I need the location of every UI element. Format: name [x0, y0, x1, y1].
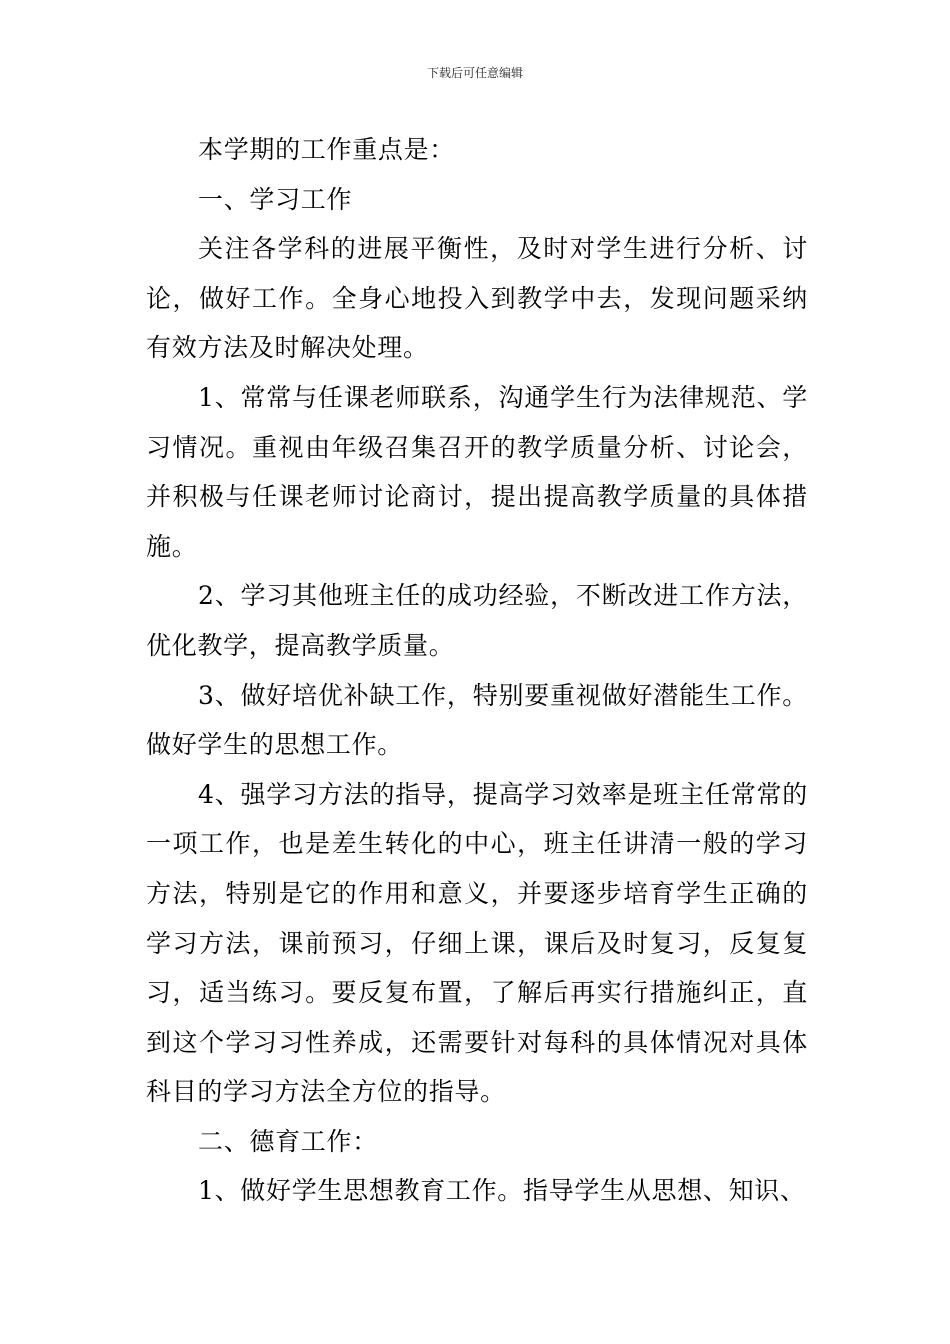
section-heading-moral: 二、德育工作： — [198, 1126, 378, 1156]
section-heading-study: 一、学习工作 — [198, 184, 353, 214]
page-header: 下载后可任意编辑 — [426, 66, 523, 80]
paragraph-item-1: 1、常常与任课老师联系，沟通学生行为法律规范、学习情况。重视由年级召集召开的教学质量分析、讨论会，并积极与任课老师讨论商讨，提出提高教学质量的具体措施。 — [146, 382, 808, 561]
paragraph-item-3: 3、做好培优补缺工作，特别要重视做好潜能生工作。做好学生的思想工作。 — [146, 680, 808, 760]
paragraph-moral-item-1: 1、做好学生思想教育工作。指导学生从思想、知识、 — [198, 1176, 806, 1206]
paragraph-study-overview: 关注各学科的进展平衡性，及时对学生进行分析、讨论，做好工作。全身心地投入到教学中去，发现问题采纳有效方法及时解决处理。 — [146, 234, 808, 363]
paragraph-item-4: 4、强学习方法的指导，提高学习效率是班主任常常的一项工作，也是差生转化的中心，班主任讲清一般的学习方法，特别是它的作用和意义，并要逐步培育学生正确的学习方法，课前预习，仔细上课，课后及时复习，反复复习，适当练习。要反复布置，了解后再实行措施纠正，直到这个学习习性养成，还需要针对每科的具体情况对具体科目的学习方法全方位的指导。 — [146, 779, 808, 1107]
paragraph-intro: 本学期的工作重点是： — [198, 135, 456, 164]
document-body — [146, 125, 808, 1216]
paragraph-item-2: 2、学习其他班主任的成功经验，不断改进工作方法，优化教学，提高教学质量。 — [146, 581, 808, 660]
